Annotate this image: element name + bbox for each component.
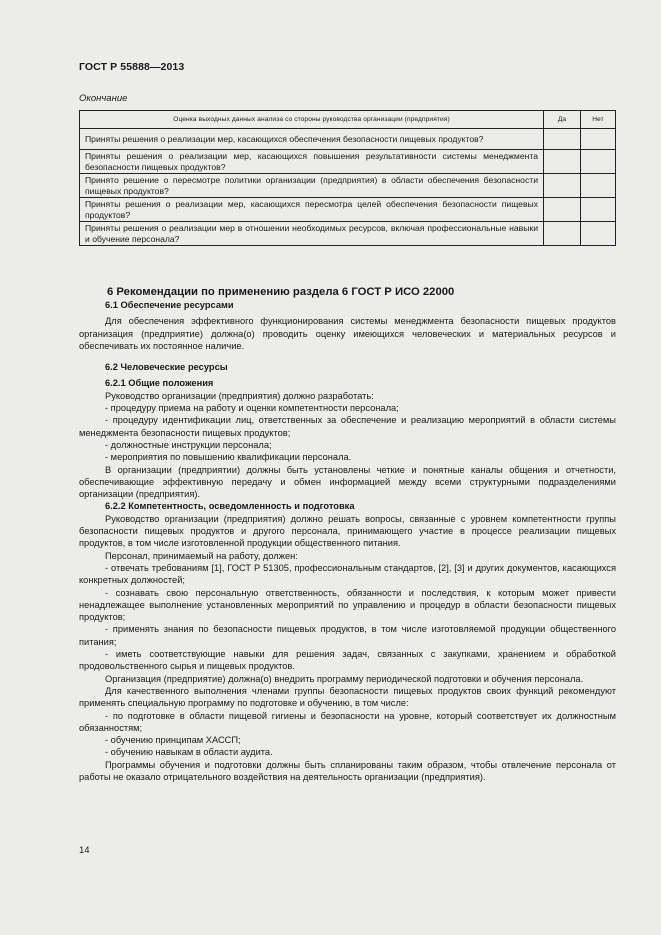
table-cell-question: Приняты решения о реализации мер, касающихся повышения результативности системы менеджмента безопасности пищевых продуктов?	[80, 150, 544, 174]
list-item: - обучению принципам ХАССП;	[105, 735, 241, 746]
table-continuation-caption: Окончание	[79, 93, 128, 104]
table-cell-no	[581, 174, 616, 198]
paragraph: Программы обучения и подготовки должны быть спланированы таким образом, чтобы отвлечение персонала от работы не оказало отрицательного воздействия на деятельность организации (предприятия).	[79, 759, 616, 782]
table-cell-no	[581, 222, 616, 246]
list-item: - должностные инструкции персонала;	[105, 439, 272, 450]
list-item: - процедуру идентификации лиц, ответственных за обеспечение и реализацию мероприятий в области системы менеджмента безопасности пищевых продуктов;	[79, 415, 616, 438]
section-6-2-title: 6.2 Человеческие ресурсы	[105, 362, 228, 373]
table-row	[80, 198, 616, 222]
list-item: - применять знания по безопасности пищевых продуктов, в том числе изготовляемой продукции общественного питания;	[79, 624, 616, 647]
column-header-yes: Да	[544, 111, 581, 129]
table-cell-question: Приняты решения о реализации мер, касающихся пересмотра целей обеспечения безопасности пищевых продуктов?	[80, 198, 544, 222]
table-cell-yes	[544, 222, 581, 246]
table-cell-question: Приняты решения о реализации мер в отношении необходимых ресурсов, включая профессиональные навыки и обучение персонала?	[80, 222, 544, 246]
table-row	[80, 174, 616, 198]
paragraph: В организации (предприятии) должны быть установлены четкие и понятные каналы общения и отчетности, обеспечивающие эффективную передачу и обмен информацией между всеми структурными подразделениями организации (предприятия).	[79, 464, 616, 500]
table-cell-no	[581, 129, 616, 150]
paragraph: Персонал, принимаемый на работу, должен:	[105, 550, 298, 561]
paragraph: Для обеспечения эффективного функционирования системы менеджмента безопасности пищевых продуктов организация (предприятие) должна(о) проводить оценку имеющихся человеческих и материальных ресурсов и обеспечивать их постоянное наличие.	[79, 316, 616, 351]
list-item: - отвечать требованиям [1], ГОСТ Р 51305, профессиональным стандартов, [2], [3] и других документов, касающихся конкретных должностей;	[79, 562, 616, 586]
table-cell-no	[581, 198, 616, 222]
table-cell-no	[581, 150, 616, 174]
table-cell-yes	[544, 198, 581, 222]
column-header-criterion: Оценка выходных данных анализа со стороны руководства организации (предприятия)	[80, 111, 544, 129]
section-6-1-title: 6.1 Обеспечение ресурсами	[105, 300, 234, 310]
column-header-no: Нет	[581, 111, 616, 129]
list-item: - процедуру приема на работу и оценки компетентности персонала;	[105, 403, 399, 414]
table-row	[80, 129, 616, 150]
table-row	[80, 150, 616, 174]
section-6-title: 6 Рекомендации по применению раздела 6 ГОСТ Р ИСО 22000	[107, 286, 455, 298]
section-6-2-1-title: 6.2.1 Общие положения	[105, 378, 214, 389]
page-number: 14	[79, 845, 90, 856]
paragraph: Для качественного выполнения членами группы безопасности пищевых продуктов своих функций рекомендуют применять специальную программу по подготовке и обучению, в том числе:	[79, 685, 616, 709]
list-item: - обучению навыкам в области аудита.	[105, 747, 273, 758]
table-cell-yes	[544, 129, 581, 150]
review-output-table	[79, 110, 616, 246]
paragraph: Руководство организации (предприятия) должно разработать:	[105, 390, 374, 401]
table-header-row	[80, 111, 616, 129]
list-item: - иметь соответствующие навыки для решения задач, связанных с закупками, хранением и обработкой продовольственного сырья и пищевых продуктов.	[79, 649, 616, 672]
paragraph: Организация (предприятие) должна(о) внедрить программу периодической подготовки и обучения персонала.	[105, 673, 584, 684]
list-item: - мероприятия по повышению квалификации персонала.	[105, 452, 352, 463]
section-6-2-2-title: 6.2.2 Компетентность, осведомленность и подготовка	[105, 501, 355, 512]
list-item: - сознавать свою персональную ответственность, обязанности и последствия, к которым может привести ненадлежащее выполнение установленных мероприятий по управлению и процедур в области безопасности пищевых продуктов;	[79, 587, 616, 623]
paragraph: Руководство организации (предприятия) должно решать вопросы, связанные с уровнем компетентности группы безопасности пищевых продуктов и другого персонала, принимающего участие в процессе реализации пищевых продуктов, в том числе изготовленной продукции общественного питания.	[79, 513, 616, 549]
section-6-body	[79, 285, 616, 783]
table-cell-question: Принято решение о пересмотре политики организации (предприятия) в области обеспечения безопасности пищевых продуктов?	[80, 174, 544, 198]
table-cell-yes	[544, 174, 581, 198]
list-item: - по подготовке в области пищевой гигиены и безопасности на уровне, который соответствует их должностным обязанностям;	[79, 710, 616, 733]
table-row	[80, 222, 616, 246]
table-cell-yes	[544, 150, 581, 174]
table-cell-question: Приняты решения о реализации мер, касающихся обеспечения безопасности пищевых продуктов?	[80, 129, 544, 150]
document-code: ГОСТ Р 55888—2013	[79, 61, 185, 73]
